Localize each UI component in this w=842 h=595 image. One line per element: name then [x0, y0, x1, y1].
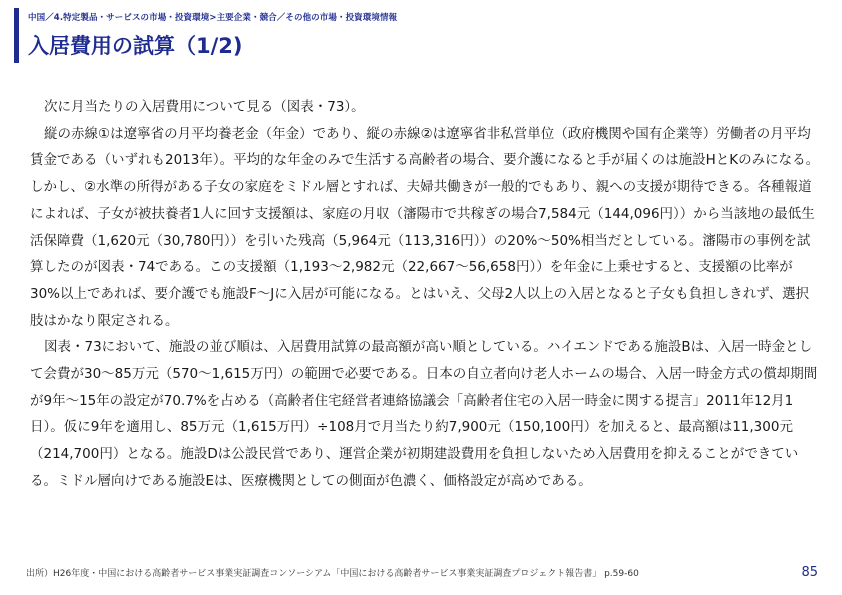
breadcrumb: 中国／4.特定製品・サービスの市場・投資環境>主要企業・競合／その他の市場・投資環境情報 — [28, 13, 398, 23]
title-accent-bar — [14, 8, 19, 63]
page-title: 入居費用の試算（1/2) — [28, 34, 243, 58]
body-text — [30, 94, 820, 495]
source-note: 出所）H26年度・中国における高齢者サービス事業実証調査コンソーシアム「中国における高齢者サービス事業実証調査プロジェクト報告書」 p.59-60 — [26, 569, 639, 579]
paragraph-facility-comparison: 図表・73において、施設の並び順は、入居費用試算の最高額が高い順としている。ハイエンドである施設Bは、入居一時金として会費が30〜85万元（570〜1,615万円）の範囲で必要である。日本の自立者向け老人ホームの場合、入居一時金方式の償却期間が9年〜15年の設定が70.7%を占める（高齢者住宅経営者連絡協議会「高齢者住宅の入居一時金に関する提言」2011年12月1日）。仮に9年を適用し、85万元（1,615万円）÷108月で月当たり約7,900元（150,100円）を加えると、最高額は11,300元（214,700円）となる。施設Dは公設民営であり、運営企業が初期建設費用を負担しないため入居費用を抑えることができている。ミドル層向けである施設Eは、医療機関としての側面が色濃く、価格設定が高めである。 — [30, 339, 818, 489]
paragraph-intro: 次に月当たりの入居費用について見る（図表・73）。 — [44, 99, 365, 115]
page-number: 85 — [801, 565, 818, 580]
paragraph-income-analysis: 縦の赤線①は遼寧省の月平均養老金（年金）であり、縦の赤線②は遼寧省非私営単位（政府機関や国有企業等）労働者の月平均賃金である（いずれも2013年）。平均的な年金のみで生活する高齢者の場合、要介護になると手が届くのは施設HとKのみになる。しかし、②水準の所得がある子女の家庭をミドル層とすれば、夫婦共働きが一般的でもあり、親への支援が期待できる。各種報道によれば、子女が被扶養者1人に回す支援額は、家庭の月収（瀋陽市で共稼ぎの場合7,584元（144,096円））から当該地の最低生活保障費（1,620元（30,780円））を引いた残高（5,964元（113,316円））の20%〜50%相当だとしている。瀋陽市の事例を試算したのが図表・74である。この支援額（1,193〜2,982元（22,667〜56,658円））を年金に上乗せすると、支援額の比率が30%以上であれば、要介護でも施設F〜Jに入居が可能になる。とはいえ、父母2人以上の入居となると子女も負担しきれず、選択肢はかなり限定される。 — [30, 125, 820, 329]
